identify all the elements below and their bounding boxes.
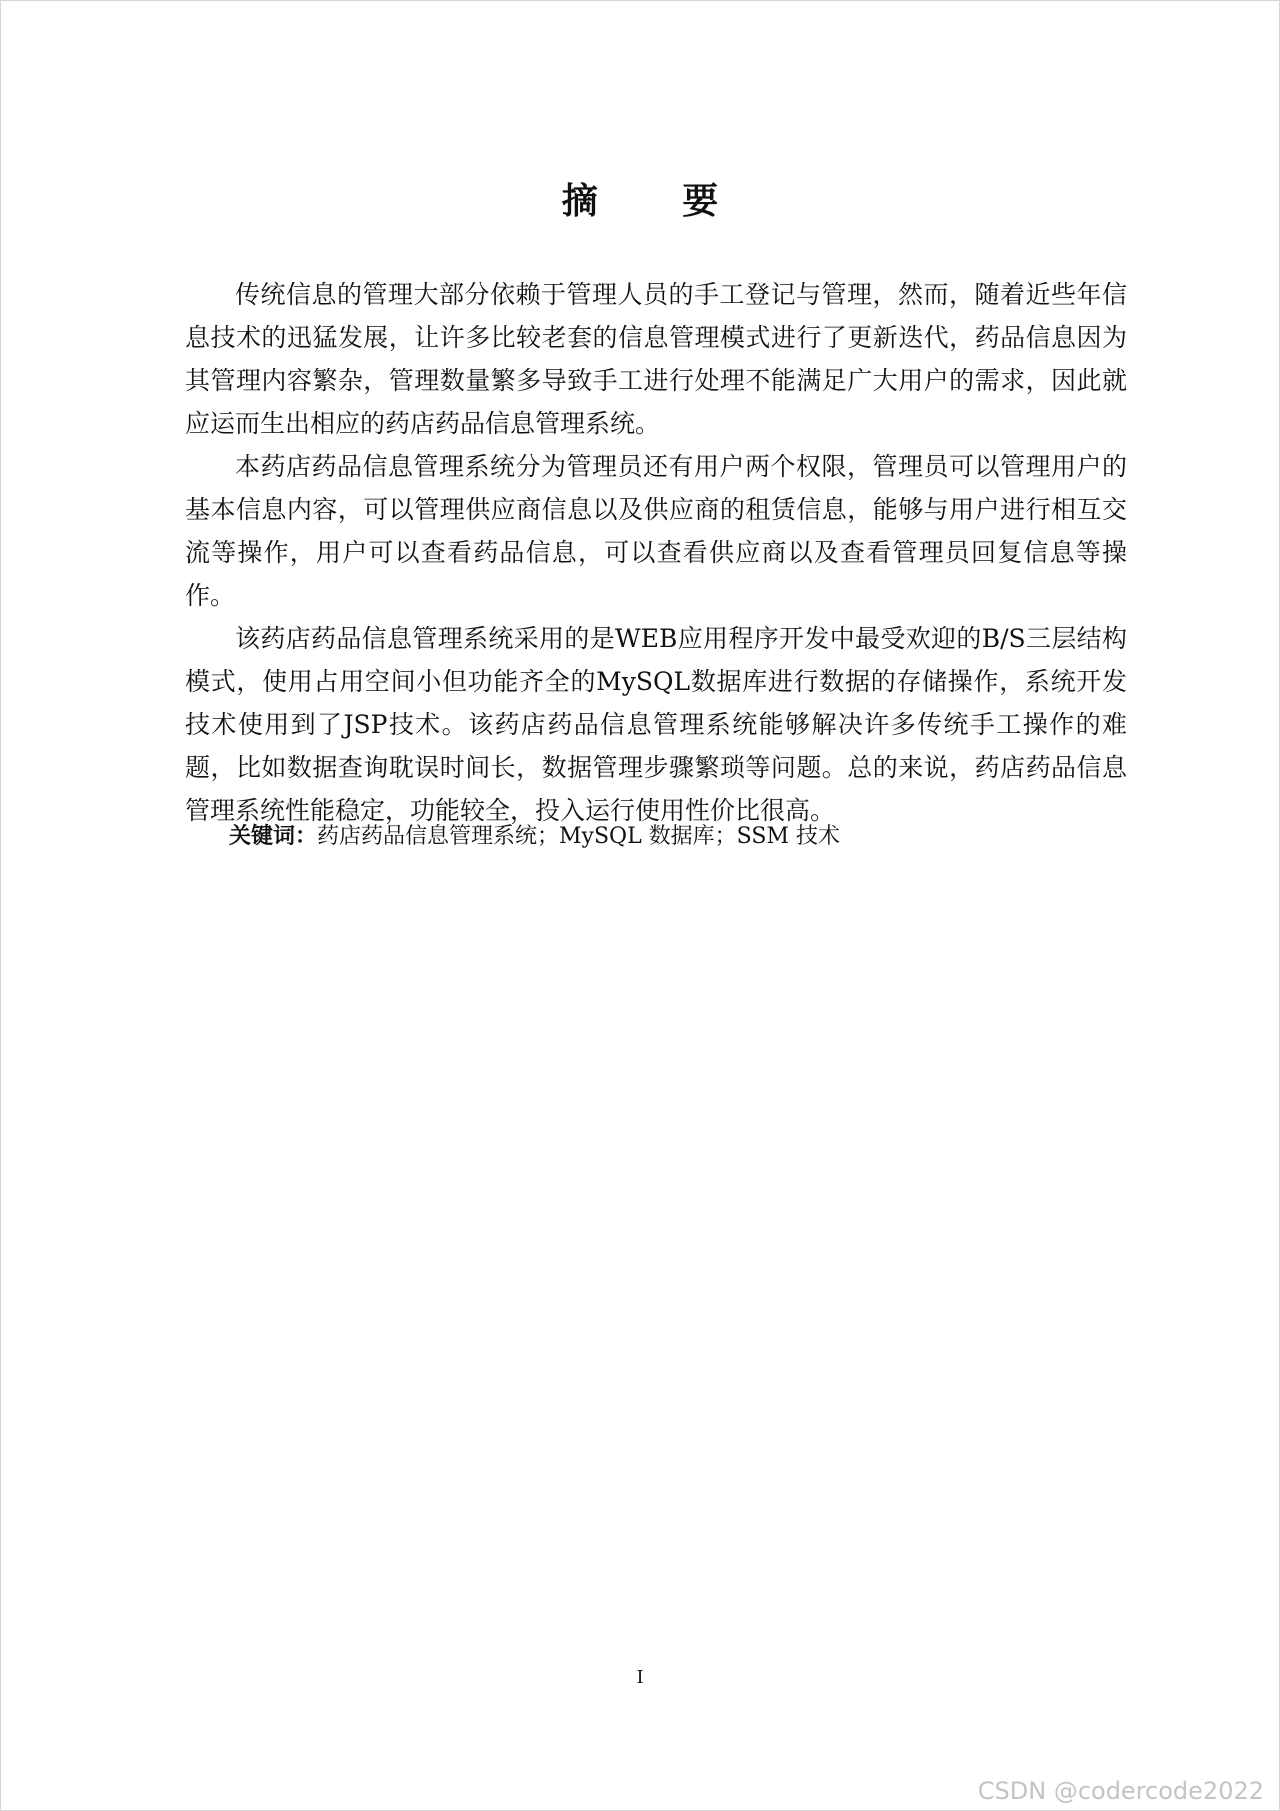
watermark: CSDN @codercode2022 <box>977 1777 1264 1805</box>
abstract-paragraph-1: 传统信息的管理大部分依赖于管理人员的手工登记与管理，然而，随着近些年信息技术的迅猛发展，让许多比较老套的信息管理模式进行了更新迭代，药品信息因为其管理内容繁杂，管理数量繁多导致手工进行处理不能满足广大用户的需求，因此就应运而生出相应的药店药品信息管理系统。 <box>185 280 1127 438</box>
abstract-title: 摘 要 <box>561 181 755 222</box>
abstract-paragraph-2: 本药店药品信息管理系统分为管理员还有用户两个权限，管理员可以管理用户的基本信息内容，可以管理供应商信息以及供应商的租赁信息，能够与用户进行相互交流等操作，用户可以查看药品信息，可以查看供应商以及查看管理员回复信息等操作。 <box>185 452 1127 610</box>
keywords-text: 药店药品信息管理系统；MySQL 数据库；SSM 技术 <box>317 824 840 849</box>
abstract-body <box>185 273 1127 832</box>
keywords-label: 关键词： <box>229 824 318 849</box>
abstract-paragraph-3: 该药店药品信息管理系统采用的是WEB应用程序开发中最受欢迎的B/S三层结构模式，使用占用空间小但功能齐全的MySQL数据库进行数据的存储操作，系统开发技术使用到了JSP技术。该药店药品信息管理系统能够解决许多传统手工操作的难题，比如数据查询耽误时间长，数据管理步骤繁琐等问题。总的来说，药店药品信息管理系统性能稳定，功能较全，投入运行使用性价比很高。 <box>185 624 1127 825</box>
keywords-line <box>229 821 1129 853</box>
page-number: I <box>636 1667 644 1688</box>
